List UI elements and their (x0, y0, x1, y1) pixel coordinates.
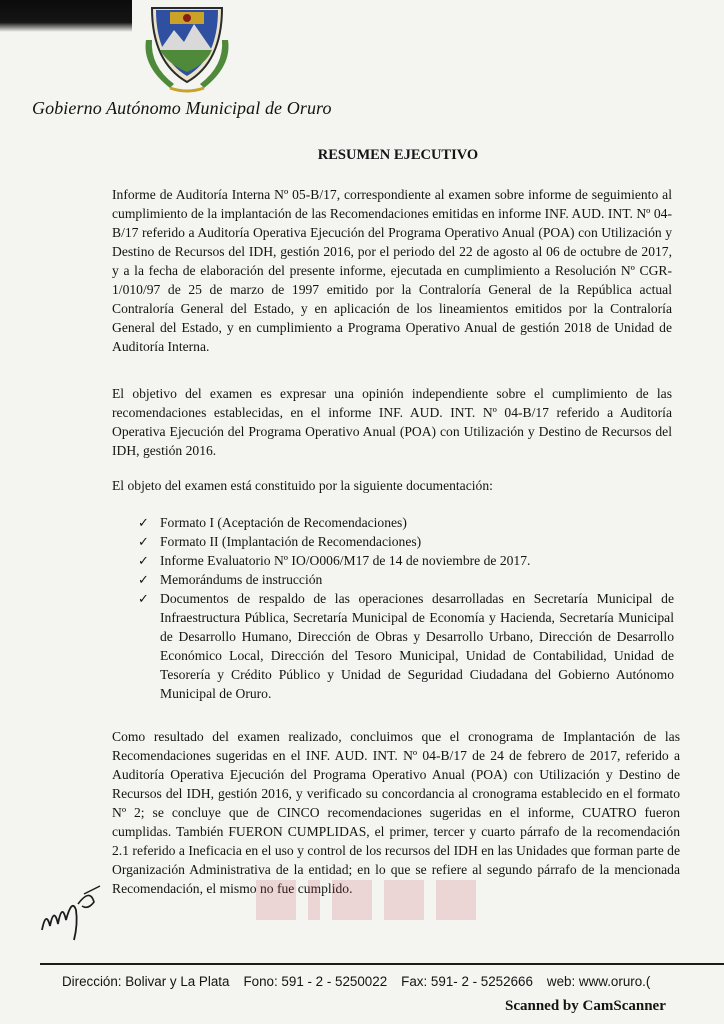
watermark-mark (252, 874, 482, 924)
conclusion-paragraph: Como resultado del examen realizado, concluimos que el cronograma de Implantación de las Recomendaciones sugeridas en el INF. AUD. INT. Nº 04-B/17 de 24 de febrero de 2017, referido a Auditoría Operativa Ejecución del Programa Operativo Anual (POA) con Utilización y Destino de Recursos del IDH, gestión 2016, y verificado su concordancia al cronograma establecido en el formato Nº 2; se concluye que de CINCO recomendaciones sugeridas en el informe, CUATRO fueron cumplidas. También FUERON CUMPLIDAS, el primer, tercer y cuarto párrafo de la recomendación 2.1 referido a Ineficacia en el uso y control de los recursos del IDH en las Unidades que forman parte de Organización Administrativa de la entidad; en lo que se refiere al segundo párrafo de la mencionada Recomendación, el mismo no fue cumplido. (112, 729, 680, 896)
handwritten-signature (38, 880, 108, 944)
footer-web: web: www.oruro.( (546, 974, 651, 989)
list-item-text: Formato II (Implantación de Recomendaciones) (160, 534, 422, 549)
scan-dark-corner (0, 0, 132, 32)
footer-divider (40, 963, 724, 965)
footer-fax: Fax: 591- 2 - 5252666 (401, 974, 533, 989)
object-intro-paragraph: El objeto del examen está constituido por la siguiente documentación: (112, 478, 493, 493)
checkmark-icon: ✓ (138, 534, 149, 549)
document-title: RESUMEN EJECUTIVO (317, 147, 479, 163)
checkmark-icon: ✓ (138, 515, 149, 530)
list-item-text: Documentos de respaldo de las operaciones desarrolladas en Secretaría Municipal de Infraestructura Pública, Secretaría Municipal de Economía y Hacienda, Secretaría Municipal de Desarrollo Humano, Dirección de Obras y Desarrollo Urbano, Dirección de Desarrollo Económico Local, Dirección del Tesoro Municipal, Unidad de Contabilidad, Unidad de Tesorería y Crédito Público y Unidad de Seguridad Ciudadana del Gobierno Autónomo Municipal de Oruro. (160, 591, 674, 701)
footer-address: Dirección: Bolivar y La Plata (62, 974, 230, 989)
footer-phone: Fono: 591 - 2 - 5250022 (243, 974, 388, 989)
organization-name: Gobierno Autónomo Municipal de Oruro (32, 98, 332, 118)
list-item (138, 513, 674, 532)
list-item (138, 570, 674, 589)
objective-paragraph: El objetivo del examen es expresar una opinión independiente sobre el cumplimiento de las recomendaciones establecidas, en el informe INF. AUD. INT. Nº 04-B/17 referido a Auditoría Operativa Ejecución del Programa Operativo Anual (POA) con Utilización y Destino de Recursos del IDH, gestión 2016. (112, 386, 672, 458)
list-item (138, 551, 674, 570)
documentation-list (138, 513, 674, 703)
intro-paragraph: Informe de Auditoría Interna Nº 05-B/17, correspondiente al examen sobre informe de seguimiento al cumplimiento de la implantación de las Recomendaciones emitidas en informe INF. AUD. INT. Nº 04-B/17 referido a Auditoría Operativa Ejecución del Programa Operativo Anual (POA) con Utilización y Destino de Recursos del IDH, gestión 2016, por el periodo del 22 de agosto al 06 de octubre de 2017, y a la fecha de elaboración del presente informe, ejecutada en cumplimiento a Resolución Nº CGR-1/010/97 de 25 de marzo de 1997 emitido por la Contraloría General de la República actual Contraloría General del Estado, y en aplicación de los lineamientos emitidos por la Contraloría General del Estado, y en cumplimiento a Programa Operativo Anual de gestión 2018 de Unidad de Auditoría Interna. (112, 187, 672, 354)
scan-credit: Scanned by CamScanner (505, 998, 666, 1014)
list-item-text: Informe Evaluatorio Nº IO/O006/M17 de 14 de noviembre de 2017. (160, 553, 531, 568)
list-item-text: Memorándums de instrucción (160, 572, 323, 587)
checkmark-icon: ✓ (138, 572, 149, 587)
municipal-crest-logo (140, 0, 234, 94)
checkmark-icon: ✓ (138, 553, 149, 568)
footer-contact (62, 974, 650, 989)
list-item-text: Formato I (Aceptación de Recomendaciones) (160, 515, 407, 530)
checkmark-icon: ✓ (138, 591, 149, 606)
list-item (138, 589, 674, 703)
list-item (138, 532, 674, 551)
